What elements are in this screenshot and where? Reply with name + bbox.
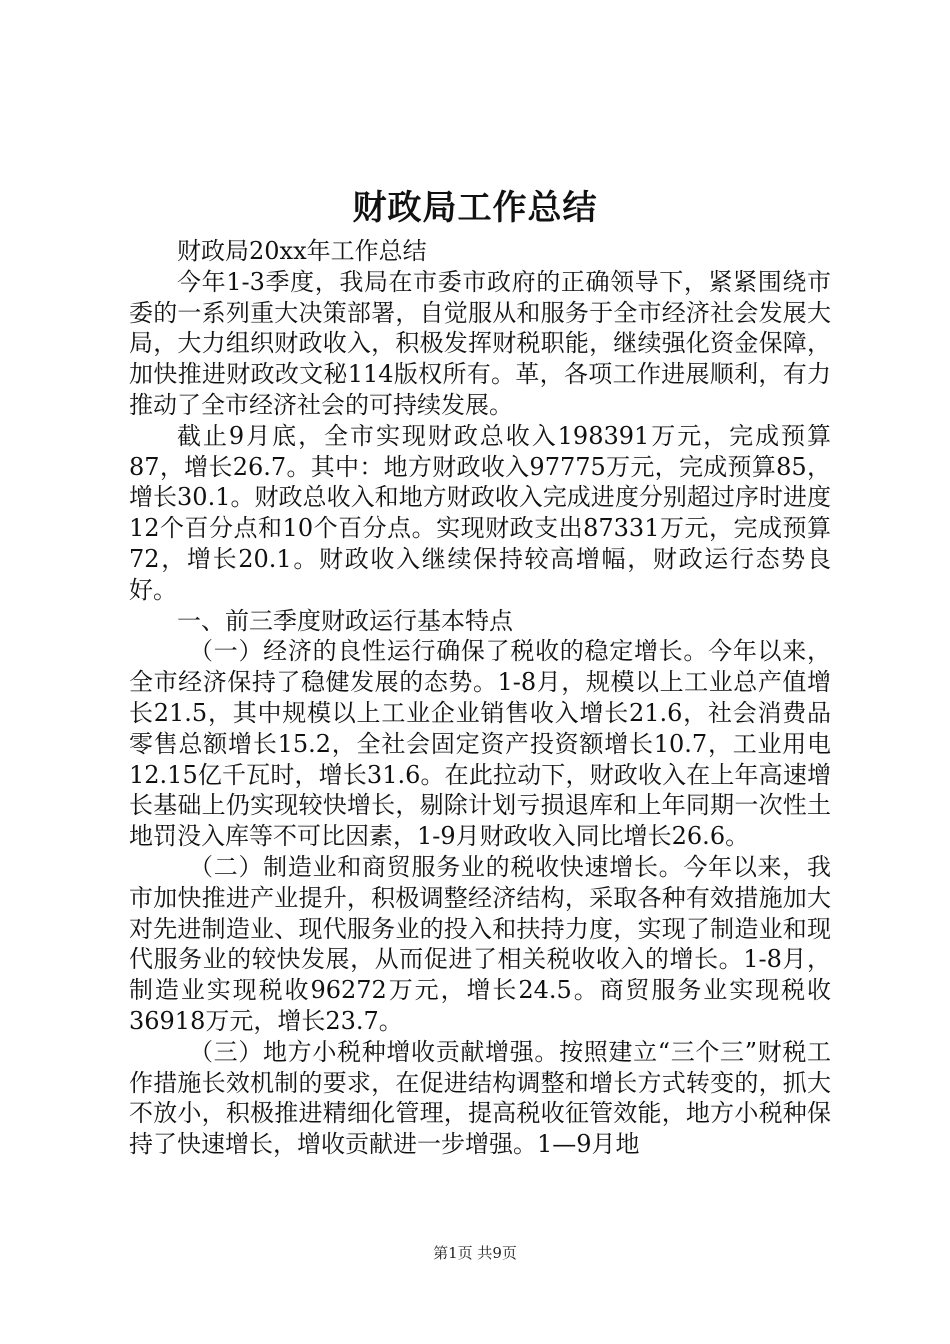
document-subtitle: 财政局20xx年工作总结 [177, 237, 427, 265]
subsection-3: （三）地方小税种增收贡献增强。按照建立“三个三”财税工作措施长效机制的要求，在促进结构调整和增长方式转变的，抓大不放小，积极推进精细化管理，提高税收征管效能，地方小税种保持了快速增长，增收贡献进一步增强。1—9月地 [129, 1037, 831, 1159]
paragraph-intro: 今年1-3季度，我局在市委市政府的正确领导下，紧紧围绕市委的一系列重大决策部署，自觉服从和服务于全市经济社会发展大局，大力组织财政收入，积极发挥财税职能，继续强化资金保障，加快推进财政改文秘114版权所有。革，各项工作进展顺利，有力推动了全市经济社会的可持续发展。 [129, 267, 831, 419]
paragraph-revenue-summary: 截止9月底，全市实现财政总收入198391万元，完成预算87，增长26.7。其中：地方财政收入97775万元，完成预算85，增长30.1。财政总收入和地方财政收入完成进度分别超过序时进度12个百分点和10个百分点。实现财政支出87331万元，完成预算72，增长20.1。财政收入继续保持较高增幅，财政运行态势良好。 [129, 421, 831, 604]
document-title: 财政局工作总结 [352, 188, 598, 228]
section-heading: 一、前三季度财政运行基本特点 [177, 606, 513, 635]
document-body [129, 236, 831, 1160]
subsection-1: （一）经济的良性运行确保了税收的稳定增长。今年以来，全市经济保持了稳健发展的态势。1-8月，规模以上工业总产值增长21.5，其中规模以上工业企业销售收入增长21.6，社会消费品零售总额增长15.2，全社会固定资产投资额增长10.7，工业用电12.15亿千瓦时，增长31.6。在此拉动下，财政收入在上年高速增长基础上仍实现较快增长，剔除计划亏损退库和上年同期一次性土地罚没入库等不可比因素，1-9月财政收入同比增长26.6。 [129, 637, 831, 851]
page-number-footer: 第1页 共9页 [433, 1244, 517, 1262]
subsection-2: （二）制造业和商贸服务业的税收快速增长。今年以来，我市加快推进产业提升，积极调整经济结构，采取各种有效措施加大对先进制造业、现代服务业的投入和扶持力度，实现了制造业和现代服务业的较快发展，从而促进了相关税收收入的增长。1-8月，制造业实现税收96272万元，增长24.5。商贸服务业实现税收36918万元，增长23.7。 [129, 852, 831, 1035]
